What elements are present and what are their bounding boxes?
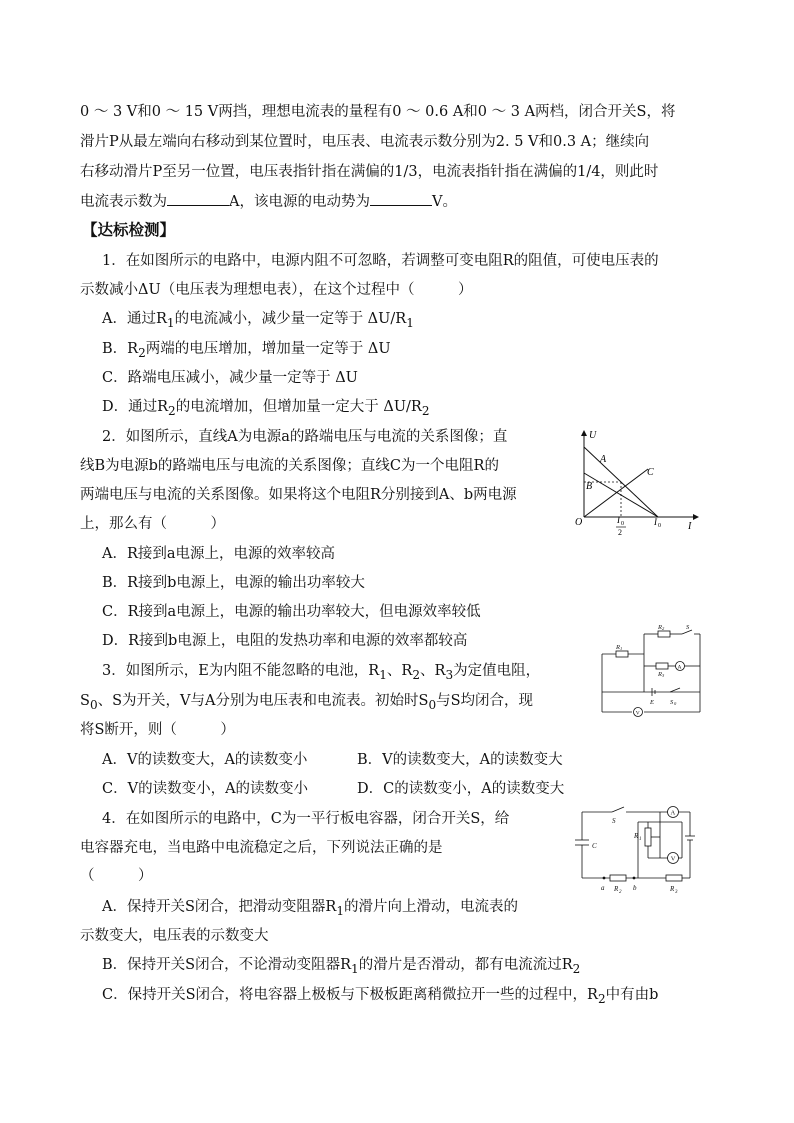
q4-label-c: C	[592, 842, 597, 850]
q4-label-r1-sub: 1	[639, 837, 642, 842]
q3-stem-1-sub-3: 3	[445, 667, 454, 682]
intro-line-3: 右移动滑片P至另一位置，电压表指针指在满偏的1/3，电流表指针指在满偏的1/4，则此时	[80, 164, 659, 180]
intro-line-4	[80, 191, 457, 212]
q4-option-b	[102, 955, 580, 979]
q3-stem-1-text-2: 为定值电阻，	[453, 663, 541, 679]
q3-label-e: E	[650, 699, 654, 706]
q3-option-b: B．V的读数变大，A的读数变大	[357, 752, 563, 768]
q4-label-r2-sub: 2	[619, 890, 622, 895]
q1-option-a-text-2: 的电流减小，减少量一定等于 ΔU/R	[174, 311, 407, 327]
intro-line-4-text-b: A，该电源的电动势为	[229, 194, 370, 210]
q3-option-a: A．V的读数变大，A的读数变小	[102, 752, 308, 768]
q3-stem-1-sub-2: 2	[412, 667, 421, 682]
q3-label-r3: R	[658, 671, 662, 678]
q3-stem-2-text: S	[80, 693, 90, 709]
q4-option-b-sub-1: 1	[351, 961, 359, 976]
q4-option-c	[102, 985, 658, 1009]
q1-option-d-sub-2: 2	[421, 403, 430, 418]
q1-option-c: C．路端电压减小，减少量一定等于 ΔU	[102, 370, 358, 386]
q3-resistor-r1	[616, 651, 628, 657]
q3-label-r2: R	[658, 624, 662, 631]
q4-option-a-1	[102, 897, 518, 921]
q4-option-c-text-2: 中有由b	[605, 987, 659, 1003]
q4-option-b-text: B．保持开关S闭合，不论滑动变阻器R	[102, 957, 352, 973]
graph-line-c-label: C	[647, 467, 654, 478]
q1-option-b-text: B．R	[102, 341, 139, 357]
q3-stem-2-text-3: 与S均闭合，现	[436, 693, 534, 709]
q3-switch-s0[interactable]	[670, 688, 680, 692]
q2-option-c: C．R接到a电源上，电源的输出功率较大，但电源效率较低	[102, 604, 481, 620]
intro-line-2: 滑片P从最左端向右移动到某位置时，电压表、电流表示数分别为2. 5 V和0.3 A；继续向	[80, 134, 650, 150]
q2-option-a: A．R接到a电源上，电源的效率较高	[102, 546, 336, 562]
q1-option-b	[102, 339, 391, 363]
q4-label-node-a: a	[601, 884, 605, 892]
section-title: 【达标检测】	[82, 220, 176, 239]
q4-label-r1: R	[634, 832, 639, 840]
q3-stem-2-sub-2: 0	[428, 697, 437, 712]
q2-option-d: D．R接到b电源上，电阻的发热功率和电源的效率都较高	[102, 633, 468, 649]
q2-stem-3: 两端电压与电流的关系图像。如果将这个电阻R分别接到A、b两电源	[80, 487, 517, 503]
q2-stem-4: 上，那么有（ ）	[80, 516, 225, 532]
q3-stem-1-sep-2: 、R	[420, 663, 446, 679]
q3-resistor-r2	[658, 631, 670, 637]
q4-resistor-r2	[610, 875, 626, 881]
q1-option-a-sub-1: 1	[166, 315, 175, 330]
q3-option-c: C．V的读数变小，A的读数变小	[102, 781, 309, 797]
answer-blank-emf[interactable]	[370, 191, 432, 206]
q2-stem-2: 线B为电源b的路端电压与电流的关系图像；直线C为一个电阻R的	[80, 458, 499, 474]
graph-tick-full: I	[654, 517, 657, 527]
q4-switch-s[interactable]	[612, 807, 624, 812]
q4-label-ammeter: A	[670, 809, 676, 817]
q4-circuit-diagram	[572, 798, 712, 898]
graph-tick-full-sub: 0	[658, 523, 661, 529]
q3-stem-3: 将S断开，则（ ）	[80, 722, 235, 738]
q4-option-c-sub: 2	[597, 991, 606, 1006]
q4-label-r3: R	[670, 885, 675, 893]
q3-label-voltmeter: V	[635, 710, 640, 717]
q4-label-s: S	[612, 817, 616, 825]
q3-stem-1-text: 3．如图所示，E为内阻不能忽略的电池，R	[102, 663, 380, 679]
graph-tick-half-num: I	[617, 515, 620, 525]
graph-tick-half-den: 2	[618, 528, 622, 537]
q4-resistor-r3	[666, 875, 682, 881]
q4-stem-3: （ ）	[80, 868, 153, 884]
q4-stem-1: 4．在如图所示的电路中，C为一平行板电容器，闭合开关S，给	[102, 811, 510, 827]
answer-blank-current[interactable]	[167, 191, 229, 206]
q1-option-b-text-2: 两端的电压增加，增加量一定等于 ΔU	[145, 341, 391, 357]
graph-i-label: I	[688, 521, 692, 532]
q2-ui-graph	[570, 425, 705, 537]
q1-option-d	[102, 397, 430, 421]
q4-label-r2: R	[614, 885, 619, 893]
graph-line-c	[584, 469, 648, 517]
graph-line-b-label: B	[586, 481, 593, 492]
q3-label-r1: R	[616, 644, 620, 651]
q1-option-d-sub-1: 2	[168, 403, 176, 418]
q3-label-s0-sub: 0	[674, 701, 677, 706]
q4-option-a-2: 示数变大，电压表的示数变大	[80, 928, 269, 944]
q4-option-a-sub: 1	[336, 903, 345, 918]
q3-option-d: D．C的读数变小，A的读数变大	[357, 781, 565, 797]
q3-stem-2-sub-1: 0	[89, 697, 98, 712]
q4-label-r3-sub: 3	[675, 890, 678, 895]
q3-stem-2-text-2: 、S为开关，V与A分别为电压表和电流表。初始时S	[97, 693, 429, 709]
q1-option-d-text: D．通过R	[102, 399, 169, 415]
intro-line-1: 0 ～ 3 V和0 ～ 15 V两挡，理想电流表的量程有0 ～ 0.6 A和0 ～ 3 A两档，闭合开关S，将	[80, 104, 676, 120]
q4-label-node-b: b	[633, 884, 637, 892]
q4-label-voltmeter: V	[670, 855, 676, 863]
q1-option-a-sub-2: 1	[406, 315, 414, 330]
q3-label-s0: S	[670, 699, 674, 706]
q2-stem-1: 2．如图所示，直线A为电源a的路端电压与电流的关系图像；直	[102, 429, 508, 445]
graph-origin-label: O	[575, 517, 583, 528]
q3-label-r2-sub: 2	[662, 626, 665, 631]
q3-stem-1-sep-1: 、R	[386, 663, 413, 679]
q1-stem-1: 1．在如图所示的电路中，电源内阻不可忽略，若调整可变电阻R的阻值，可使电压表的	[102, 253, 659, 269]
q1-option-a	[102, 309, 414, 333]
intro-line-4-text-c: V。	[431, 194, 457, 210]
intro-line-4-text-a: 电流表示数为	[80, 194, 167, 210]
q4-rheostat-r1	[645, 828, 651, 846]
q3-stem-2	[80, 691, 533, 715]
q1-stem-2: 示数减小ΔU（电压表为理想电表），在这个过程中（ ）	[80, 282, 473, 298]
q4-option-c-text: C．保持开关S闭合，将电容器上极板与下极板距离稍微拉开一些的过程中，R	[102, 987, 598, 1003]
q2-option-b: B．R接到b电源上，电源的输出功率较大	[102, 575, 365, 591]
q3-stem-1	[102, 661, 540, 685]
q3-label-r3-sub: 3	[662, 673, 665, 678]
q3-label-s: S	[686, 624, 690, 631]
q3-label-r1-sub: 1	[620, 646, 623, 651]
graph-u-label: U	[589, 430, 597, 441]
q4-option-a-text: A．保持开关S闭合，把滑动变阻器R	[102, 899, 337, 915]
graph-line-a-label: A	[600, 454, 607, 465]
q3-label-ammeter: A	[677, 664, 682, 671]
q4-option-b-text-2: 的滑片是否滑动，都有电流流过R	[358, 957, 573, 973]
q1-option-b-sub: 2	[138, 345, 146, 360]
q4-option-b-sub-2: 2	[572, 961, 581, 976]
q3-resistor-r3	[656, 663, 668, 669]
q3-circuit-diagram	[596, 624, 708, 718]
q4-stem-2: 电容器充电，当电路中电流稳定之后，下列说法正确的是	[80, 840, 443, 856]
q4-option-a-text-2: 的滑片向上滑动，电流表的	[344, 899, 519, 915]
graph-tick-half-sub: 0	[621, 521, 624, 527]
q1-option-d-text-2: 的电流增加，但增加量一定大于 ΔU/R	[175, 399, 422, 415]
q3-stem-1-sub-1: 1	[379, 667, 387, 682]
q1-option-a-text: A．通过R	[102, 311, 167, 327]
